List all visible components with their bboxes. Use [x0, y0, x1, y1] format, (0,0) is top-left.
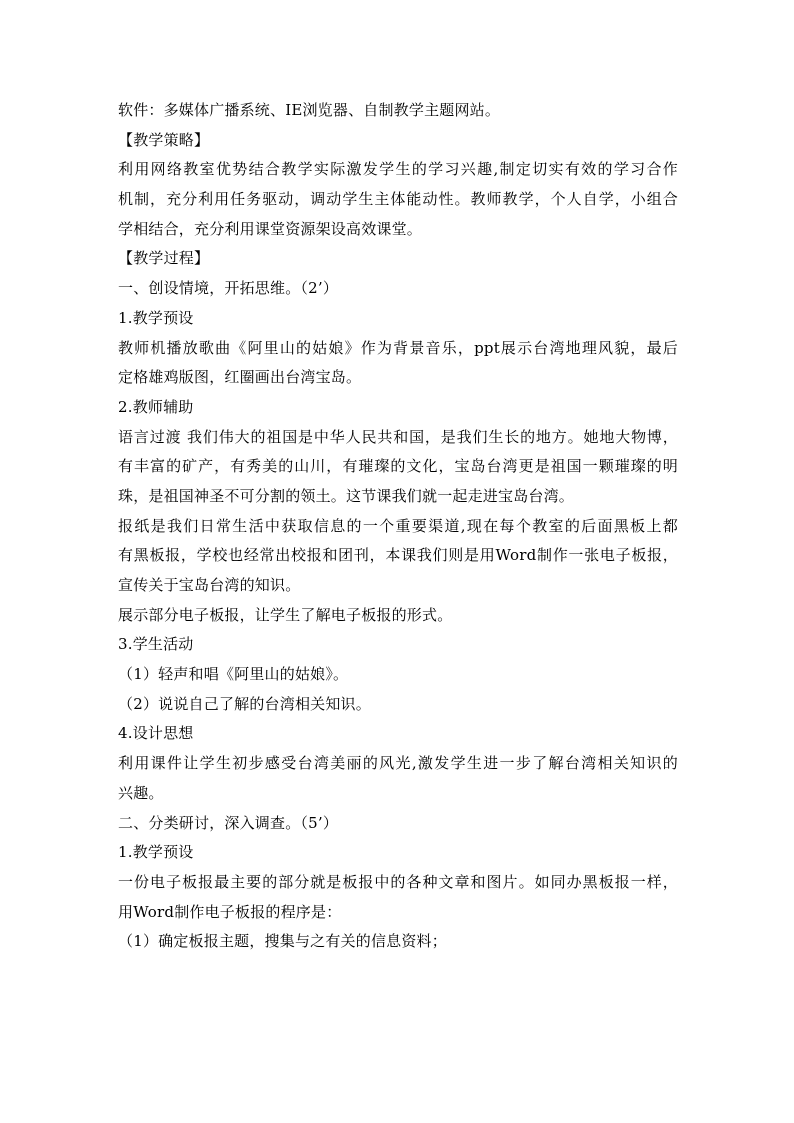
- text-line: 报纸是我们日常生活中获取信息的一个重要渠道,现在每个教室的后面黑板上都: [118, 516, 678, 535]
- text-line: 有黑板报，学校也经常出校报和团刊，本课我们则是用Word制作一张电子板报，: [118, 546, 678, 565]
- text-line: 利用网络教室优势结合教学实际激发学生的学习兴趣,制定切实有效的学习合作: [118, 160, 678, 179]
- text-line: （1）轻声和唱《阿里山的姑娘》。: [118, 665, 349, 684]
- text-line: 软件：多媒体广播系统、IE浏览器、自制教学主题网站。: [118, 101, 501, 119]
- text-line: 用Word制作电子板报的程序是：: [118, 902, 342, 921]
- text-line: 教师机播放歌曲《阿里山的姑娘》作为背景音乐，ppt展示台湾地理风貌，最后: [118, 338, 678, 357]
- text-line: 【教学过程】: [118, 249, 210, 268]
- text-line: 有丰富的矿产，有秀美的山川，有璀璨的文化，宝岛台湾更是祖国一颗璀璨的明: [118, 457, 678, 476]
- text-line: 二、分类研讨，深入调查。（5’）: [118, 813, 339, 832]
- text-line: 利用课件让学生初步感受台湾美丽的风光,激发学生进一步了解台湾相关知识的: [118, 754, 678, 773]
- text-line: 一份电子板报最主要的部分就是板报中的各种文章和图片。如同办黑板报一样，: [118, 872, 678, 891]
- text-line: 1.教学预设: [118, 308, 194, 327]
- text-line: 3.学生活动: [118, 635, 194, 654]
- text-line: 4.设计思想: [118, 724, 194, 743]
- text-line: （1）确定板报主题，搜集与之有关的信息资料；: [118, 932, 447, 951]
- text-line: 语言过渡 我们伟大的祖国是中华人民共和国，是我们生长的地方。她地大物博，: [118, 427, 678, 446]
- text-line: 一、创设情境，开拓思维。（2’）: [118, 279, 339, 298]
- text-line: 1.教学预设: [118, 843, 194, 862]
- text-line: （2）说说自己了解的台湾相关知识。: [118, 694, 371, 713]
- document-body: [118, 96, 678, 957]
- text-line: 学相结合，充分利用课堂资源架设高效课堂。: [118, 219, 423, 238]
- text-line: 展示部分电子板报，让学生了解电子板报的形式。: [118, 605, 453, 624]
- text-line: 珠，是祖国神圣不可分割的领土。这节课我们就一起走进宝岛台湾。: [118, 486, 575, 505]
- text-line: 宣传关于宝岛台湾的知识。: [118, 576, 301, 594]
- text-line: 兴趣。: [118, 783, 164, 802]
- text-line: 【教学策略】: [118, 130, 210, 149]
- text-line: 定格雄鸡版图，红圈画出台湾宝岛。: [118, 368, 362, 387]
- text-line: 机制，充分利用任务驱动，调动学生主体能动性。教师教学，个人自学，小组合: [118, 190, 678, 209]
- text-line: 2.教师辅助: [118, 397, 194, 416]
